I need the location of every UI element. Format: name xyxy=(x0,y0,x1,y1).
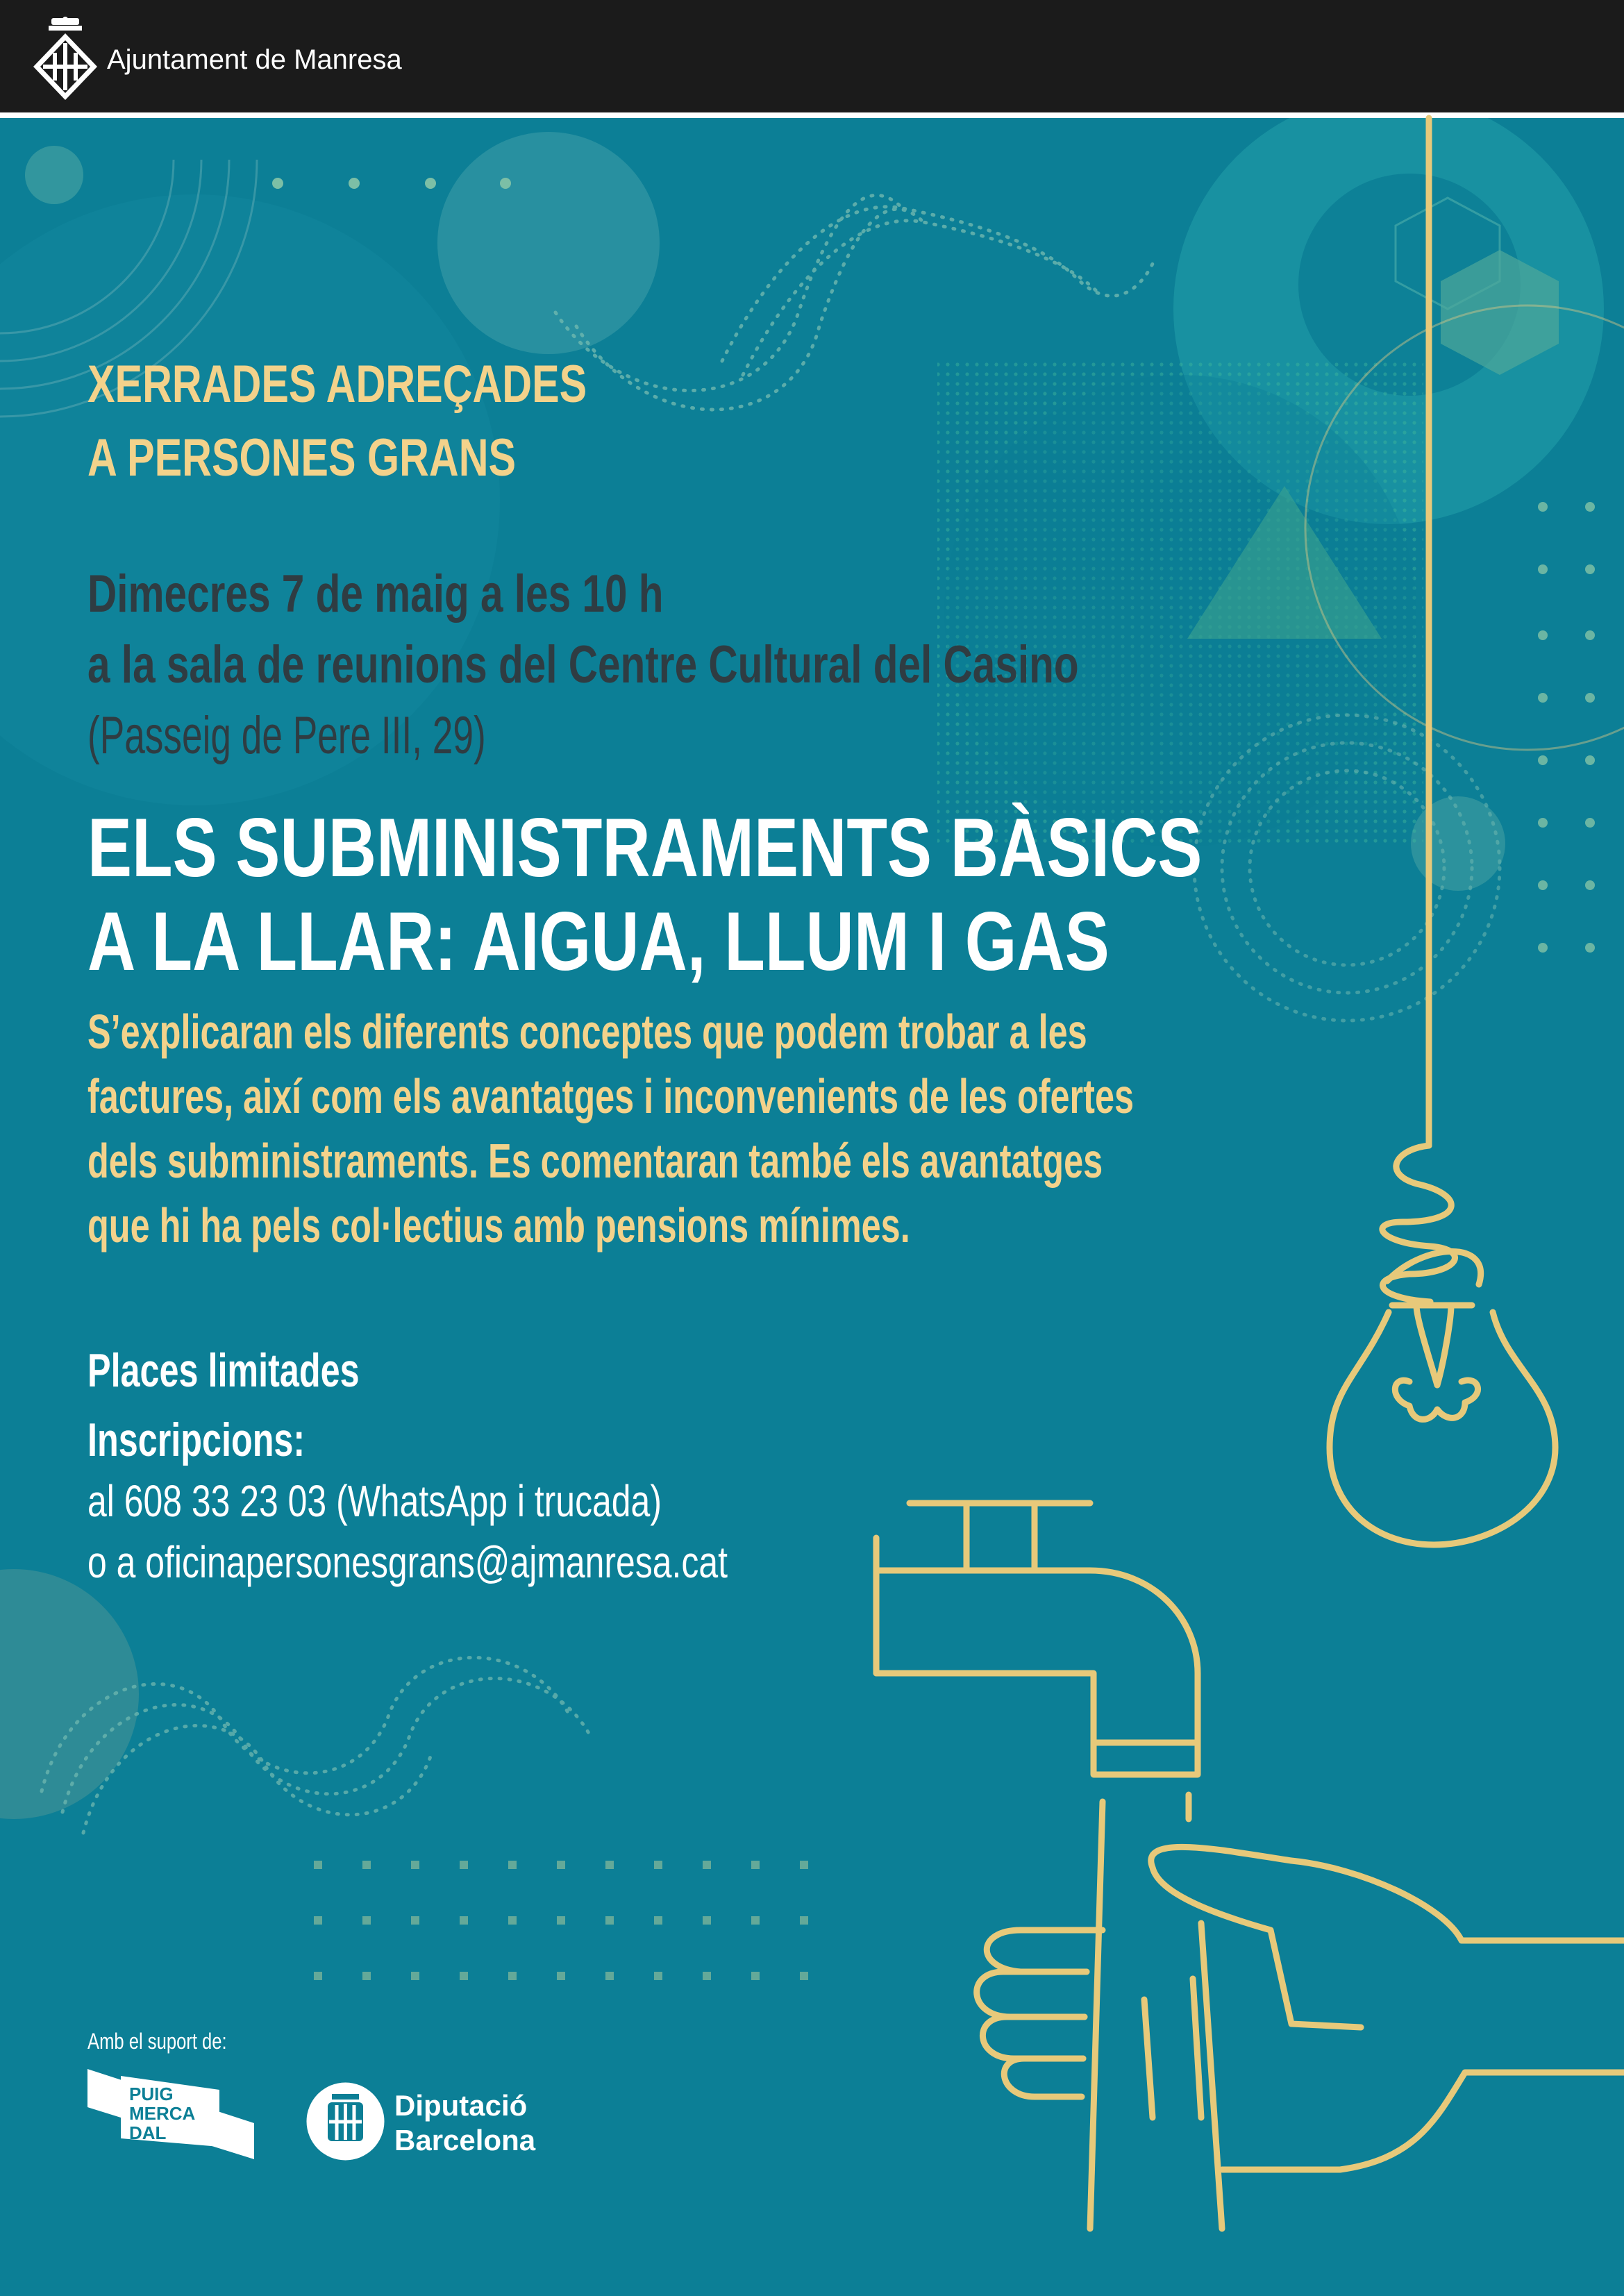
support-label: Amb el suport de: xyxy=(87,2029,227,2054)
diputacio-line-1: Diputació xyxy=(394,2089,528,2122)
puig-mercadal-line: MERCA xyxy=(129,2103,196,2124)
event-venue: a la sala de reunions del Centre Cultural del Casino xyxy=(87,635,1079,694)
kicker-line-2: A PERSONES GRANS xyxy=(87,428,517,487)
light-bulb-icon xyxy=(1330,118,1555,1545)
description-line: factures, així com els avantatges i inconvenients de les ofertes xyxy=(87,1069,1135,1123)
diputacio-name xyxy=(394,2088,535,2158)
event-title-line-1: ELS SUBMINISTRAMENTS BÀSICS xyxy=(87,801,1203,894)
hand-icon xyxy=(977,1802,1624,2229)
places-limited: Places limitades xyxy=(87,1344,360,1397)
kicker-line-1: XERRADES ADREÇADES xyxy=(87,355,587,414)
event-address: (Passeig de Pere III, 29) xyxy=(87,706,486,765)
puig-mercadal-line: PUIG xyxy=(129,2084,174,2104)
registration-email: o a oficinapersonesgrans@ajmanresa.cat xyxy=(87,1537,728,1587)
description-line: dels subministraments. Es comentaran també els avantatges xyxy=(87,1134,1103,1188)
diputacio-line-2: Barcelona xyxy=(394,2124,536,2156)
water-tap-icon xyxy=(876,1503,1198,1819)
description-line: S’explicaran els diferents conceptes que podem trobar a les xyxy=(87,1005,1087,1059)
org-name: Ajuntament de Manresa xyxy=(107,44,402,75)
diputacio-seal-icon xyxy=(305,2081,385,2161)
event-title-line-2: A LA LLAR: AIGUA, LLUM I GAS xyxy=(87,895,1110,988)
registration-phone: al 608 33 23 03 (WhatsApp i trucada) xyxy=(87,1476,662,1526)
event-date: Dimecres 7 de maig a les 10 h xyxy=(87,564,664,623)
description-line: que hi ha pels col·lectius amb pensions mínimes. xyxy=(87,1198,910,1252)
registration-label: Inscripcions: xyxy=(87,1414,305,1466)
puig-mercadal-line: DAL xyxy=(129,2122,167,2143)
puig-mercadal-logo xyxy=(87,2069,254,2159)
